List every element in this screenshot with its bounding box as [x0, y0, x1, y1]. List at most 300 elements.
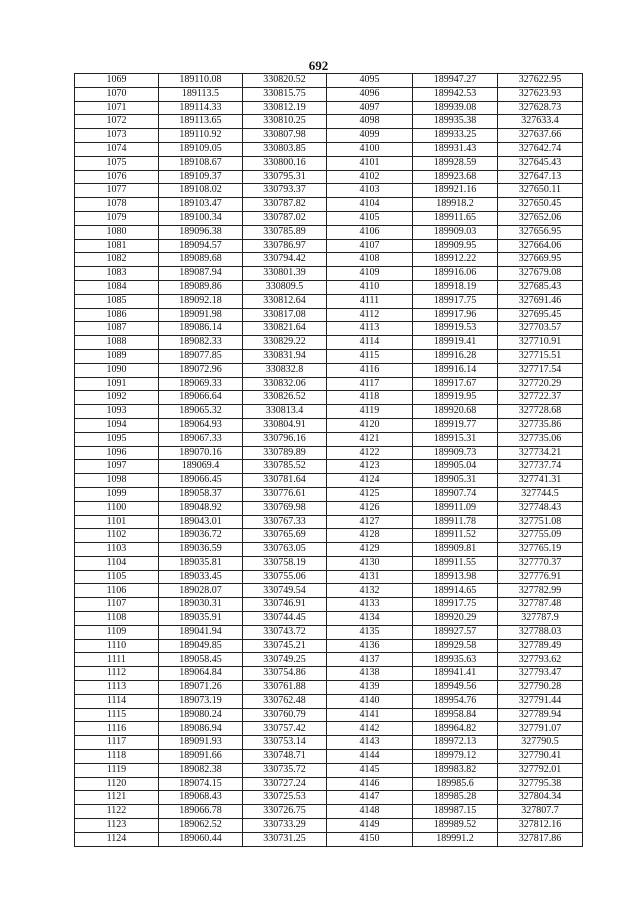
table-row	[75, 363, 583, 377]
cell-y-left: 330801.39	[243, 267, 327, 281]
cell-y-right: 327793.62	[498, 653, 583, 667]
table-row	[75, 598, 583, 612]
cell-x-right: 189913.98	[413, 570, 498, 584]
cell-x-right: 189919.95	[413, 391, 498, 405]
cell-y-right: 327793.47	[498, 667, 583, 681]
cell-point-id-right: 4150	[327, 832, 413, 846]
cell-y-left: 330807.98	[243, 129, 327, 143]
cell-point-id-left: 1070	[75, 87, 159, 101]
cell-y-left: 330753.14	[243, 736, 327, 750]
table-row	[75, 391, 583, 405]
cell-point-id-right: 4147	[327, 791, 413, 805]
cell-x-left: 189108.67	[159, 156, 243, 170]
cell-x-right: 189911.55	[413, 556, 498, 570]
cell-point-id-left: 1094	[75, 418, 159, 432]
cell-y-right: 327770.37	[498, 556, 583, 570]
cell-point-id-left: 1071	[75, 101, 159, 115]
table-row	[75, 170, 583, 184]
cell-point-id-right: 4136	[327, 639, 413, 653]
cell-x-right: 189989.52	[413, 819, 498, 833]
cell-y-left: 330789.89	[243, 446, 327, 460]
cell-x-left: 189066.64	[159, 391, 243, 405]
cell-x-left: 189080.24	[159, 708, 243, 722]
cell-y-right: 327645.43	[498, 156, 583, 170]
cell-point-id-left: 1072	[75, 115, 159, 129]
cell-point-id-right: 4129	[327, 543, 413, 557]
cell-x-left: 189049.85	[159, 639, 243, 653]
table-row	[75, 87, 583, 101]
table-row	[75, 405, 583, 419]
cell-y-left: 330725.53	[243, 791, 327, 805]
cell-point-id-left: 1095	[75, 432, 159, 446]
cell-point-id-right: 4116	[327, 363, 413, 377]
coordinates-table	[74, 73, 583, 847]
cell-point-id-right: 4144	[327, 750, 413, 764]
table-row	[75, 653, 583, 667]
cell-point-id-right: 4123	[327, 460, 413, 474]
cell-y-left: 330794.42	[243, 253, 327, 267]
cell-y-right: 327788.03	[498, 625, 583, 639]
cell-y-right: 327735.06	[498, 432, 583, 446]
cell-x-right: 189985.6	[413, 777, 498, 791]
cell-x-left: 189082.33	[159, 336, 243, 350]
cell-y-left: 330812.19	[243, 101, 327, 115]
cell-y-left: 330804.91	[243, 418, 327, 432]
cell-x-left: 189068.43	[159, 791, 243, 805]
cell-x-right: 189907.74	[413, 487, 498, 501]
cell-x-left: 189036.59	[159, 543, 243, 557]
cell-point-id-right: 4141	[327, 708, 413, 722]
cell-point-id-right: 4111	[327, 294, 413, 308]
cell-point-id-right: 4107	[327, 239, 413, 253]
cell-x-right: 189954.76	[413, 694, 498, 708]
cell-point-id-left: 1121	[75, 791, 159, 805]
cell-y-right: 327765.19	[498, 543, 583, 557]
table-row	[75, 267, 583, 281]
cell-point-id-right: 4126	[327, 501, 413, 515]
table-row	[75, 211, 583, 225]
table-row	[75, 474, 583, 488]
cell-y-left: 330785.89	[243, 225, 327, 239]
cell-x-right: 189942.53	[413, 87, 498, 101]
cell-x-left: 189109.37	[159, 170, 243, 184]
cell-point-id-left: 1124	[75, 832, 159, 846]
table-row	[75, 722, 583, 736]
cell-point-id-left: 1118	[75, 750, 159, 764]
cell-point-id-right: 4106	[327, 225, 413, 239]
cell-x-right: 189909.73	[413, 446, 498, 460]
cell-point-id-right: 4104	[327, 198, 413, 212]
cell-x-left: 189110.08	[159, 74, 243, 88]
cell-x-left: 189036.72	[159, 529, 243, 543]
cell-y-left: 330832.8	[243, 363, 327, 377]
table-row	[75, 322, 583, 336]
cell-x-left: 189086.14	[159, 322, 243, 336]
cell-x-left: 189030.31	[159, 598, 243, 612]
cell-x-left: 189077.85	[159, 349, 243, 363]
cell-x-right: 189972.13	[413, 736, 498, 750]
cell-y-left: 330754.86	[243, 667, 327, 681]
cell-y-right: 327791.44	[498, 694, 583, 708]
cell-y-right: 327807.7	[498, 805, 583, 819]
cell-x-right: 189935.38	[413, 115, 498, 129]
cell-point-id-right: 4118	[327, 391, 413, 405]
cell-y-left: 330743.72	[243, 625, 327, 639]
cell-y-left: 330755.06	[243, 570, 327, 584]
cell-x-right: 189915.31	[413, 432, 498, 446]
cell-point-id-right: 4095	[327, 74, 413, 88]
cell-point-id-left: 1084	[75, 280, 159, 294]
cell-point-id-left: 1123	[75, 819, 159, 833]
cell-x-right: 189916.14	[413, 363, 498, 377]
cell-y-right: 327782.99	[498, 584, 583, 598]
cell-point-id-right: 4122	[327, 446, 413, 460]
cell-y-left: 330820.52	[243, 74, 327, 88]
cell-y-right: 327789.49	[498, 639, 583, 653]
table-row	[75, 418, 583, 432]
cell-point-id-right: 4146	[327, 777, 413, 791]
cell-y-left: 330817.08	[243, 308, 327, 322]
cell-x-left: 189035.81	[159, 556, 243, 570]
cell-x-right: 189912.22	[413, 253, 498, 267]
table-row	[75, 225, 583, 239]
table-row	[75, 239, 583, 253]
cell-x-left: 189066.78	[159, 805, 243, 819]
cell-point-id-right: 4119	[327, 405, 413, 419]
table-row	[75, 819, 583, 833]
cell-point-id-left: 1088	[75, 336, 159, 350]
cell-x-left: 189035.91	[159, 612, 243, 626]
table-row	[75, 570, 583, 584]
cell-x-left: 189086.94	[159, 722, 243, 736]
cell-point-id-right: 4148	[327, 805, 413, 819]
table-row	[75, 501, 583, 515]
cell-point-id-left: 1079	[75, 211, 159, 225]
cell-x-left: 189094.57	[159, 239, 243, 253]
cell-point-id-left: 1116	[75, 722, 159, 736]
table-row	[75, 336, 583, 350]
cell-x-right: 189916.28	[413, 349, 498, 363]
cell-point-id-left: 1100	[75, 501, 159, 515]
cell-point-id-left: 1069	[75, 74, 159, 88]
cell-y-right: 327789.94	[498, 708, 583, 722]
cell-x-left: 189089.68	[159, 253, 243, 267]
cell-point-id-right: 4100	[327, 142, 413, 156]
cell-y-right: 327679.08	[498, 267, 583, 281]
table-row	[75, 253, 583, 267]
cell-x-right: 189909.81	[413, 543, 498, 557]
cell-x-left: 189069.4	[159, 460, 243, 474]
cell-y-left: 330832.06	[243, 377, 327, 391]
cell-point-id-right: 4132	[327, 584, 413, 598]
cell-y-right: 327812.16	[498, 819, 583, 833]
table-row	[75, 74, 583, 88]
cell-x-left: 189043.01	[159, 515, 243, 529]
cell-y-left: 330785.52	[243, 460, 327, 474]
cell-x-right: 189911.78	[413, 515, 498, 529]
cell-x-left: 189069.33	[159, 377, 243, 391]
cell-point-id-left: 1099	[75, 487, 159, 501]
cell-point-id-left: 1086	[75, 308, 159, 322]
cell-y-left: 330757.42	[243, 722, 327, 736]
cell-y-right: 327650.45	[498, 198, 583, 212]
table-row	[75, 529, 583, 543]
cell-x-left: 189064.84	[159, 667, 243, 681]
table-row	[75, 432, 583, 446]
cell-point-id-right: 4103	[327, 184, 413, 198]
cell-point-id-left: 1082	[75, 253, 159, 267]
cell-x-right: 189911.52	[413, 529, 498, 543]
cell-x-right: 189949.56	[413, 681, 498, 695]
cell-point-id-right: 4098	[327, 115, 413, 129]
cell-point-id-left: 1107	[75, 598, 159, 612]
table-row	[75, 115, 583, 129]
cell-point-id-right: 4127	[327, 515, 413, 529]
table-row	[75, 639, 583, 653]
table-row	[75, 625, 583, 639]
cell-y-right: 327717.54	[498, 363, 583, 377]
table-row	[75, 377, 583, 391]
cell-x-right: 189933.25	[413, 129, 498, 143]
cell-y-right: 327790.28	[498, 681, 583, 695]
cell-point-id-left: 1092	[75, 391, 159, 405]
cell-y-right: 327734.21	[498, 446, 583, 460]
cell-x-right: 189919.77	[413, 418, 498, 432]
cell-y-left: 330800.16	[243, 156, 327, 170]
cell-point-id-left: 1105	[75, 570, 159, 584]
cell-point-id-right: 4124	[327, 474, 413, 488]
cell-x-right: 189928.59	[413, 156, 498, 170]
table-row	[75, 750, 583, 764]
cell-point-id-left: 1111	[75, 653, 159, 667]
cell-x-right: 189918.19	[413, 280, 498, 294]
cell-x-left: 189066.45	[159, 474, 243, 488]
cell-point-id-left: 1117	[75, 736, 159, 750]
cell-point-id-right: 4097	[327, 101, 413, 115]
cell-point-id-right: 4134	[327, 612, 413, 626]
table-row	[75, 681, 583, 695]
cell-x-right: 189917.67	[413, 377, 498, 391]
cell-point-id-right: 4145	[327, 763, 413, 777]
table-row	[75, 487, 583, 501]
cell-y-left: 330776.61	[243, 487, 327, 501]
cell-point-id-right: 4096	[327, 87, 413, 101]
cell-x-right: 189917.96	[413, 308, 498, 322]
cell-x-right: 189918.2	[413, 198, 498, 212]
table-row	[75, 349, 583, 363]
table-row	[75, 777, 583, 791]
cell-y-left: 330731.25	[243, 832, 327, 846]
cell-y-left: 330745.21	[243, 639, 327, 653]
cell-point-id-right: 4138	[327, 667, 413, 681]
coordinates-table-body	[75, 74, 583, 847]
cell-point-id-right: 4135	[327, 625, 413, 639]
cell-x-left: 189070.16	[159, 446, 243, 460]
cell-x-left: 189058.37	[159, 487, 243, 501]
cell-x-right: 189917.75	[413, 598, 498, 612]
cell-point-id-right: 4120	[327, 418, 413, 432]
cell-point-id-left: 1108	[75, 612, 159, 626]
cell-x-right: 189911.65	[413, 211, 498, 225]
table-row	[75, 612, 583, 626]
cell-y-right: 327656.95	[498, 225, 583, 239]
cell-x-left: 189067.33	[159, 432, 243, 446]
cell-x-left: 189064.93	[159, 418, 243, 432]
cell-y-right: 327735.86	[498, 418, 583, 432]
cell-y-left: 330809.5	[243, 280, 327, 294]
cell-y-right: 327637.66	[498, 129, 583, 143]
cell-point-id-left: 1104	[75, 556, 159, 570]
cell-y-right: 327622.95	[498, 74, 583, 88]
cell-y-right: 327787.9	[498, 612, 583, 626]
cell-y-right: 327804.34	[498, 791, 583, 805]
cell-point-id-left: 1074	[75, 142, 159, 156]
cell-point-id-left: 1120	[75, 777, 159, 791]
cell-x-left: 189091.66	[159, 750, 243, 764]
cell-x-left: 189065.32	[159, 405, 243, 419]
cell-x-right: 189979.12	[413, 750, 498, 764]
cell-point-id-left: 1075	[75, 156, 159, 170]
cell-point-id-left: 1122	[75, 805, 159, 819]
cell-x-left: 189109.05	[159, 142, 243, 156]
cell-y-left: 330795.31	[243, 170, 327, 184]
cell-point-id-right: 4115	[327, 349, 413, 363]
cell-y-left: 330813.4	[243, 405, 327, 419]
cell-y-right: 327791.07	[498, 722, 583, 736]
cell-point-id-left: 1096	[75, 446, 159, 460]
cell-point-id-right: 4131	[327, 570, 413, 584]
cell-y-right: 327737.74	[498, 460, 583, 474]
cell-y-right: 327748.43	[498, 501, 583, 515]
cell-y-left: 330763.05	[243, 543, 327, 557]
cell-y-left: 330735.72	[243, 763, 327, 777]
cell-y-right: 327691.46	[498, 294, 583, 308]
cell-point-id-right: 4140	[327, 694, 413, 708]
cell-point-id-right: 4099	[327, 129, 413, 143]
cell-y-right: 327728.68	[498, 405, 583, 419]
cell-point-id-right: 4117	[327, 377, 413, 391]
cell-x-right: 189991.2	[413, 832, 498, 846]
cell-point-id-left: 1119	[75, 763, 159, 777]
cell-y-left: 330733.29	[243, 819, 327, 833]
cell-point-id-left: 1112	[75, 667, 159, 681]
table-row	[75, 736, 583, 750]
cell-y-right: 327664.06	[498, 239, 583, 253]
cell-point-id-right: 4109	[327, 267, 413, 281]
cell-x-left: 189096.38	[159, 225, 243, 239]
cell-x-left: 189114.33	[159, 101, 243, 115]
cell-x-left: 189028.07	[159, 584, 243, 598]
table-row	[75, 543, 583, 557]
cell-x-right: 189929.58	[413, 639, 498, 653]
cell-y-left: 330746.91	[243, 598, 327, 612]
cell-x-right: 189939.08	[413, 101, 498, 115]
cell-y-right: 327741.31	[498, 474, 583, 488]
page-number: 692	[308, 58, 329, 73]
cell-point-id-right: 4102	[327, 170, 413, 184]
cell-y-left: 330765.69	[243, 529, 327, 543]
cell-point-id-right: 4114	[327, 336, 413, 350]
cell-y-left: 330748.71	[243, 750, 327, 764]
cell-x-right: 189923.68	[413, 170, 498, 184]
cell-y-right: 327792.01	[498, 763, 583, 777]
cell-x-right: 189919.41	[413, 336, 498, 350]
table-row	[75, 198, 583, 212]
cell-point-id-left: 1091	[75, 377, 159, 391]
cell-point-id-right: 4133	[327, 598, 413, 612]
cell-y-right: 327790.41	[498, 750, 583, 764]
table-row	[75, 446, 583, 460]
cell-point-id-left: 1093	[75, 405, 159, 419]
cell-x-right: 189905.31	[413, 474, 498, 488]
cell-y-right: 327817.86	[498, 832, 583, 846]
cell-x-left: 189091.93	[159, 736, 243, 750]
cell-x-right: 189909.03	[413, 225, 498, 239]
cell-y-left: 330787.02	[243, 211, 327, 225]
cell-point-id-left: 1102	[75, 529, 159, 543]
cell-y-right: 327710.91	[498, 336, 583, 350]
cell-y-left: 330758.19	[243, 556, 327, 570]
table-row	[75, 142, 583, 156]
cell-x-right: 189920.68	[413, 405, 498, 419]
table-row	[75, 129, 583, 143]
cell-y-right: 327776.91	[498, 570, 583, 584]
cell-x-right: 189917.75	[413, 294, 498, 308]
cell-x-left: 189089.86	[159, 280, 243, 294]
cell-x-right: 189921.16	[413, 184, 498, 198]
cell-y-right: 327744.5	[498, 487, 583, 501]
cell-point-id-right: 4130	[327, 556, 413, 570]
cell-x-right: 189931.43	[413, 142, 498, 156]
cell-y-left: 330787.82	[243, 198, 327, 212]
cell-y-right: 327647.13	[498, 170, 583, 184]
cell-x-right: 189947.27	[413, 74, 498, 88]
cell-y-right: 327628.73	[498, 101, 583, 115]
cell-point-id-right: 4108	[327, 253, 413, 267]
cell-x-right: 189935.63	[413, 653, 498, 667]
cell-point-id-left: 1089	[75, 349, 159, 363]
table-row	[75, 308, 583, 322]
cell-y-right: 327623.93	[498, 87, 583, 101]
cell-x-right: 189985.28	[413, 791, 498, 805]
cell-point-id-right: 4139	[327, 681, 413, 695]
cell-point-id-left: 1083	[75, 267, 159, 281]
cell-y-right: 327685.43	[498, 280, 583, 294]
cell-point-id-right: 4125	[327, 487, 413, 501]
cell-x-left: 189074.15	[159, 777, 243, 791]
cell-y-right: 327755.09	[498, 529, 583, 543]
cell-y-right: 327703.57	[498, 322, 583, 336]
cell-point-id-right: 4101	[327, 156, 413, 170]
cell-point-id-left: 1110	[75, 639, 159, 653]
cell-y-right: 327720.29	[498, 377, 583, 391]
cell-x-left: 189060.44	[159, 832, 243, 846]
table-row	[75, 763, 583, 777]
cell-point-id-left: 1076	[75, 170, 159, 184]
cell-y-left: 330744.45	[243, 612, 327, 626]
cell-point-id-left: 1113	[75, 681, 159, 695]
cell-point-id-right: 4121	[327, 432, 413, 446]
cell-y-right: 327695.45	[498, 308, 583, 322]
cell-y-left: 330829.22	[243, 336, 327, 350]
cell-x-left: 189100.34	[159, 211, 243, 225]
cell-y-left: 330749.54	[243, 584, 327, 598]
cell-x-left: 189108.02	[159, 184, 243, 198]
table-row	[75, 708, 583, 722]
table-row	[75, 280, 583, 294]
cell-x-right: 189958.84	[413, 708, 498, 722]
cell-x-right: 189909.95	[413, 239, 498, 253]
